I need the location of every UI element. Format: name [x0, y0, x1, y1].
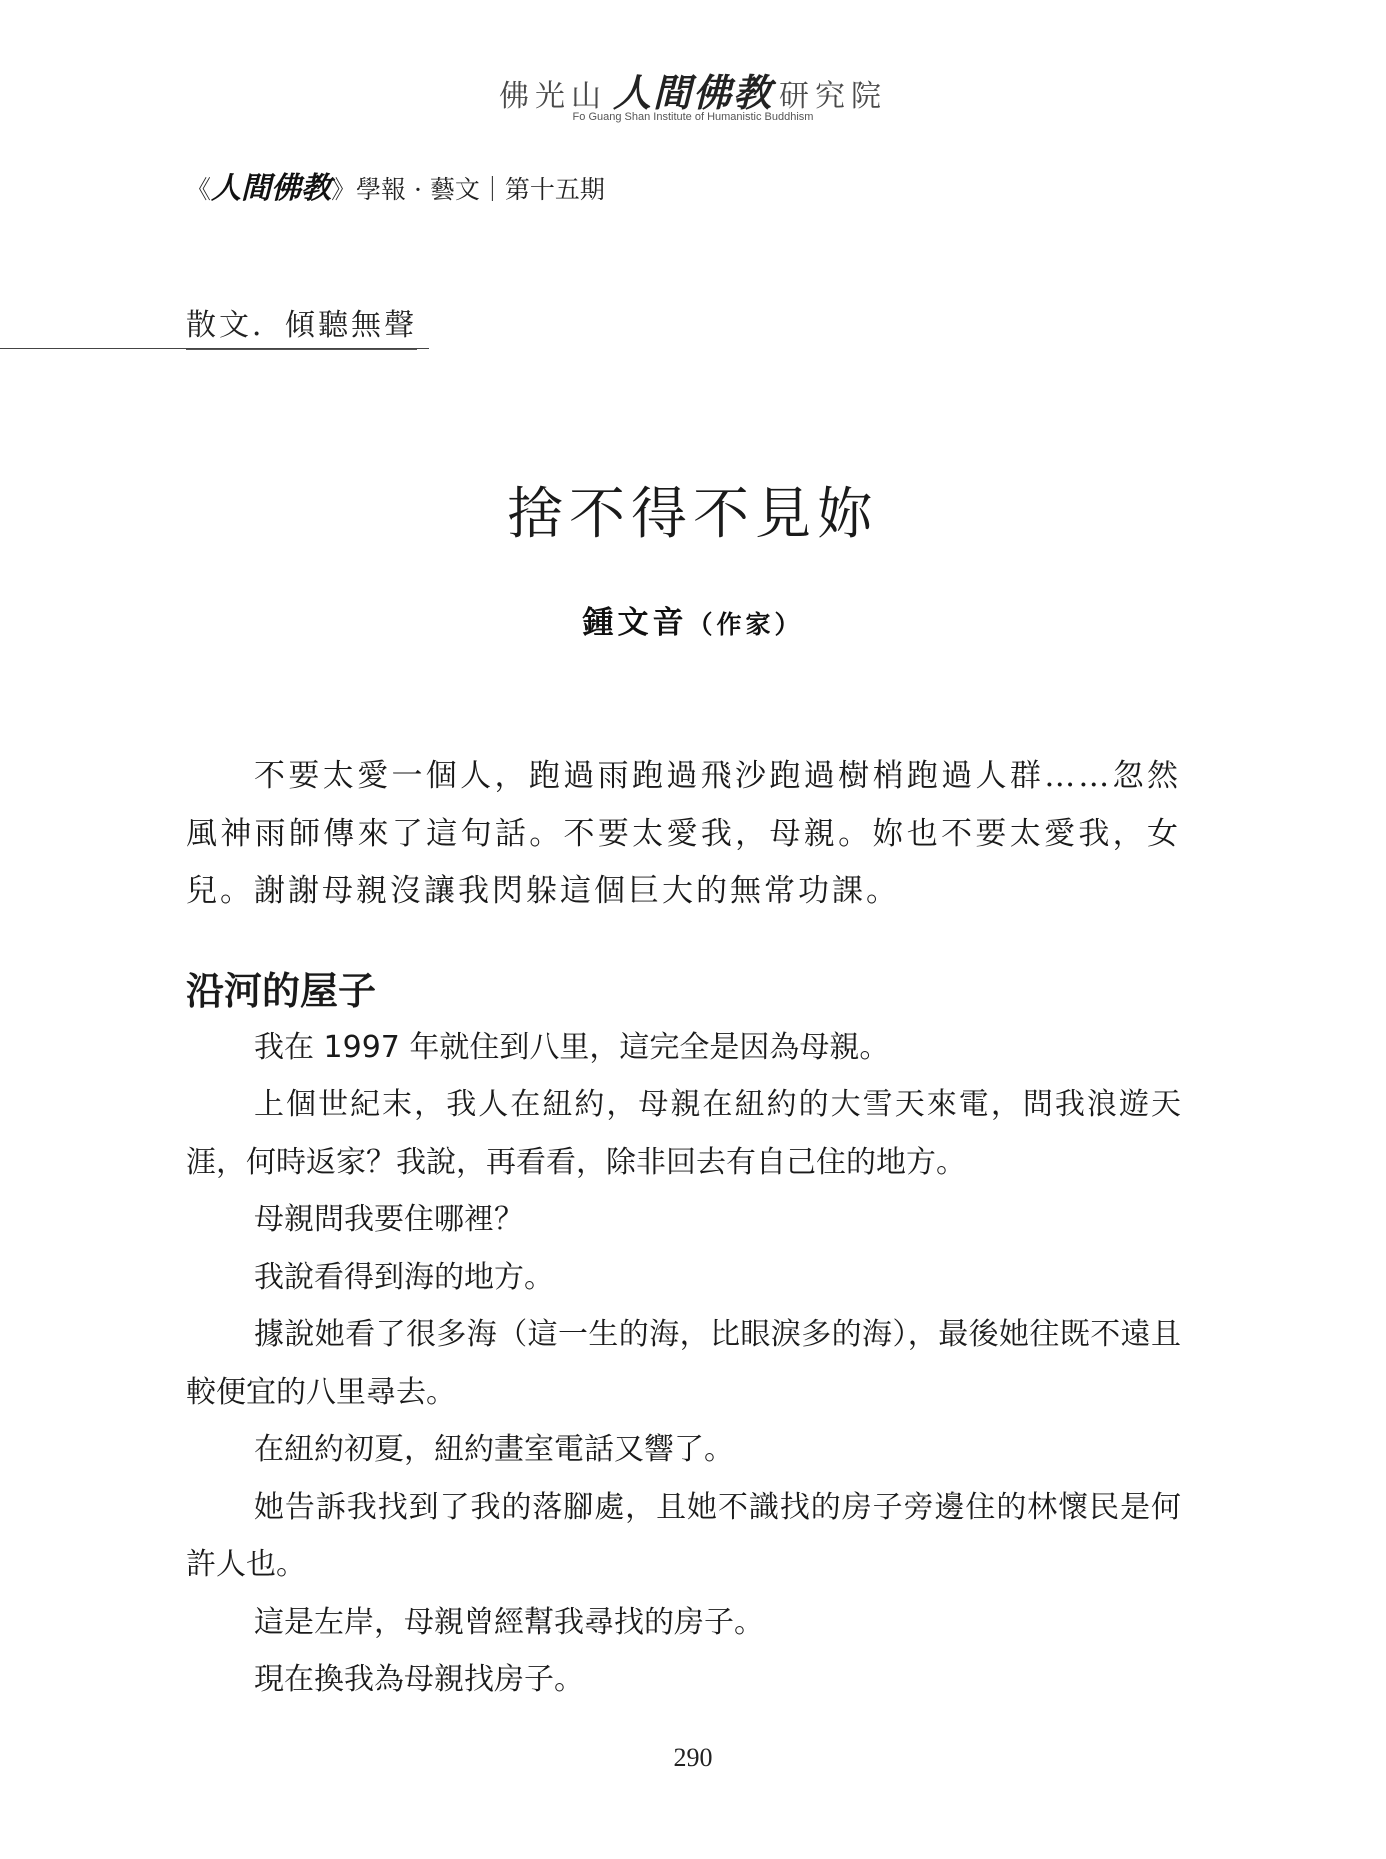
- journal-open: 《: [186, 175, 212, 204]
- institute-english-name: Fo Guang Shan Institute of Humanistic Buddhism: [572, 111, 814, 123]
- paragraph: 我說看得到海的地方。: [254, 1259, 554, 1295]
- institute-name: [0, 62, 1386, 117]
- section-rule: [0, 348, 429, 349]
- paragraph: 據說她看了很多海（這一生的海，比眼淚多的海），最後她往既不遠且較便宜的八里尋去。: [186, 1317, 1181, 1410]
- paragraph: 現在換我為母親找房子。: [254, 1662, 584, 1697]
- page-number: 290: [673, 1743, 713, 1772]
- institute-prefix: 佛光山: [498, 79, 607, 114]
- paragraph: 母親問我要住哪裡？: [254, 1202, 524, 1237]
- paragraph: 在紐約初夏，紐約畫室電話又響了。: [254, 1432, 734, 1467]
- section-tag: 散文．傾聽無聲: [186, 300, 417, 350]
- author-name: 鍾文音: [582, 605, 688, 641]
- paragraph: 上個世紀末，我人在紐約，母親在紐約的大雪天來電，問我浪遊天涯，何時返家？我說，再看看，除非回去有自己住的地方。: [186, 1087, 1181, 1180]
- paragraph: 她告訴我找到了我的落腳處，且她不識找的房子旁邊住的林懷民是何許人也。: [186, 1489, 1181, 1582]
- paragraph: 這是左岸，母親曾經幫我尋找的房子。: [254, 1604, 764, 1640]
- journal-title: [186, 163, 605, 207]
- institute-suffix: 研究院: [779, 79, 887, 114]
- article-body: [186, 748, 1181, 1709]
- section-heading: 沿河的屋子: [186, 967, 377, 1013]
- institute-brand-logo: 人間佛教: [612, 71, 773, 115]
- author-role: （作家）: [687, 610, 804, 639]
- article-title: 捨不得不見妳: [507, 482, 879, 547]
- journal-brand-logo: 人間佛教: [211, 171, 332, 206]
- paragraph: 我在 1997 年就住到八里，這完全是因為母親。: [254, 1029, 890, 1065]
- intro-paragraph: 不要太愛一個人，跑過雨跑過飛沙跑過樹梢跑過人群……忽然風神雨師傳來了這句話。不要太愛我，母親。妳也不要太愛我，女兒。謝謝母親沒讓我閃躲這個巨大的無常功課。: [186, 758, 1181, 909]
- journal-rest: 》學報 · 藝文｜第十五期: [331, 175, 605, 204]
- intro: [186, 748, 1181, 921]
- article-author: [0, 597, 1386, 642]
- paragraphs: [186, 1019, 1181, 1709]
